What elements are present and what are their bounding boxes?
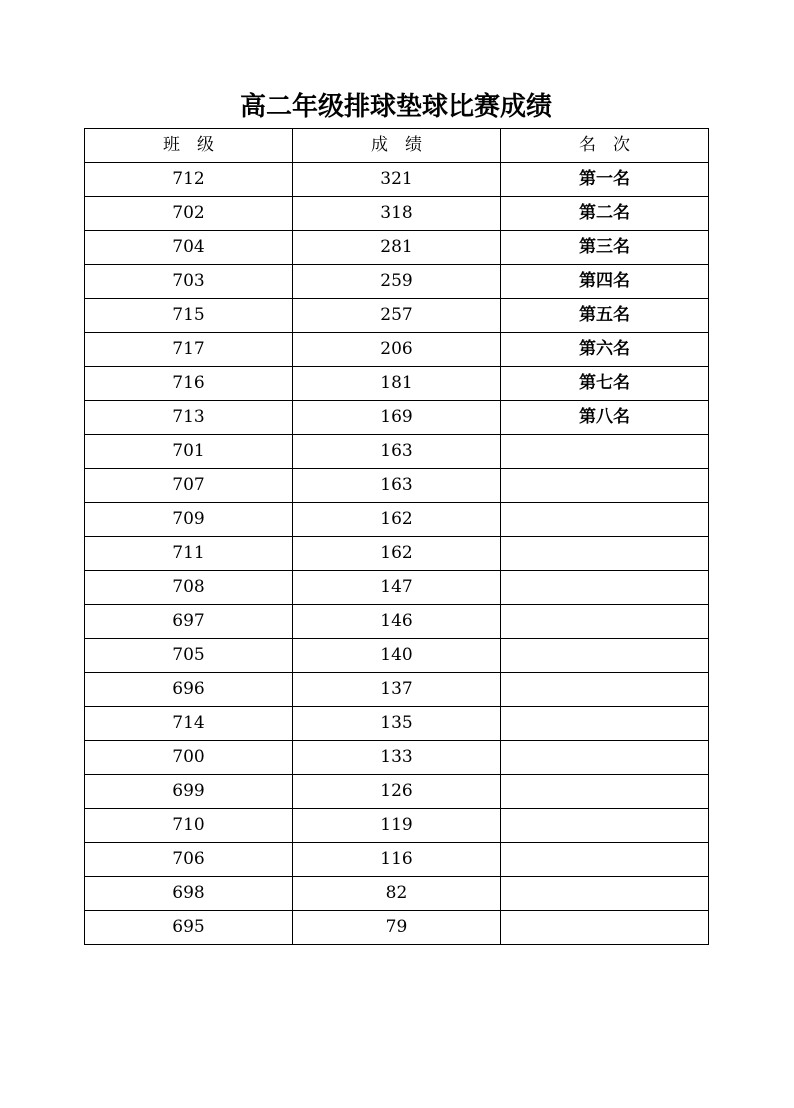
cell-class: 706 [85,843,293,877]
cell-rank [501,741,709,775]
table-row [85,843,709,877]
cell-score: 281 [293,231,501,265]
table-row [85,877,709,911]
cell-class: 709 [85,503,293,537]
cell-score: 169 [293,401,501,435]
cell-score: 119 [293,809,501,843]
table-row [85,435,709,469]
cell-class: 695 [85,911,293,945]
cell-class: 713 [85,401,293,435]
cell-rank [501,809,709,843]
cell-rank [501,469,709,503]
cell-score: 163 [293,469,501,503]
cell-class: 714 [85,707,293,741]
header-score: 成 绩 [293,129,501,163]
cell-score: 79 [293,911,501,945]
cell-score: 162 [293,503,501,537]
cell-rank [501,571,709,605]
cell-class: 717 [85,333,293,367]
cell-rank: 第四名 [501,265,709,299]
cell-rank [501,605,709,639]
table-row [85,571,709,605]
page-title: 高二年级排球垫球比赛成绩 [239,92,552,122]
cell-class: 696 [85,673,293,707]
cell-rank: 第五名 [501,299,709,333]
header-rank: 名 次 [501,129,709,163]
cell-score: 321 [293,163,501,197]
table-row [85,639,709,673]
table-row [85,537,709,571]
cell-rank [501,503,709,537]
cell-class: 703 [85,265,293,299]
table-row [85,707,709,741]
cell-score: 162 [293,537,501,571]
table-row [85,333,709,367]
table-header-row [85,129,709,163]
cell-score: 116 [293,843,501,877]
cell-class: 700 [85,741,293,775]
cell-rank [501,843,709,877]
cell-class: 708 [85,571,293,605]
cell-score: 82 [293,877,501,911]
cell-class: 702 [85,197,293,231]
table-row [85,469,709,503]
table-row [85,197,709,231]
cell-rank [501,673,709,707]
table-row [85,605,709,639]
table-row [85,367,709,401]
cell-class: 698 [85,877,293,911]
cell-class: 697 [85,605,293,639]
table-row [85,911,709,945]
cell-score: 257 [293,299,501,333]
cell-class: 701 [85,435,293,469]
cell-score: 135 [293,707,501,741]
table-row [85,265,709,299]
cell-rank: 第六名 [501,333,709,367]
cell-score: 181 [293,367,501,401]
table-row [85,775,709,809]
cell-rank: 第八名 [501,401,709,435]
cell-score: 318 [293,197,501,231]
cell-rank [501,707,709,741]
table-row [85,809,709,843]
cell-rank [501,775,709,809]
header-class: 班 级 [85,129,293,163]
cell-score: 206 [293,333,501,367]
cell-score: 259 [293,265,501,299]
cell-score: 133 [293,741,501,775]
table-row [85,299,709,333]
cell-class: 705 [85,639,293,673]
table-row [85,231,709,265]
cell-class: 704 [85,231,293,265]
cell-rank: 第三名 [501,231,709,265]
cell-rank [501,435,709,469]
cell-score: 137 [293,673,501,707]
cell-rank [501,911,709,945]
cell-class: 715 [85,299,293,333]
cell-class: 712 [85,163,293,197]
cell-score: 126 [293,775,501,809]
cell-rank [501,537,709,571]
table-row [85,741,709,775]
cell-score: 146 [293,605,501,639]
table-row [85,163,709,197]
cell-rank [501,877,709,911]
cell-class: 710 [85,809,293,843]
cell-rank: 第二名 [501,197,709,231]
cell-rank [501,639,709,673]
cell-class: 716 [85,367,293,401]
table-row [85,401,709,435]
cell-class: 707 [85,469,293,503]
table-row [85,503,709,537]
results-table [84,128,709,945]
cell-score: 140 [293,639,501,673]
cell-rank: 第一名 [501,163,709,197]
cell-score: 163 [293,435,501,469]
cell-score: 147 [293,571,501,605]
cell-class: 711 [85,537,293,571]
cell-class: 699 [85,775,293,809]
table-row [85,673,709,707]
cell-rank: 第七名 [501,367,709,401]
